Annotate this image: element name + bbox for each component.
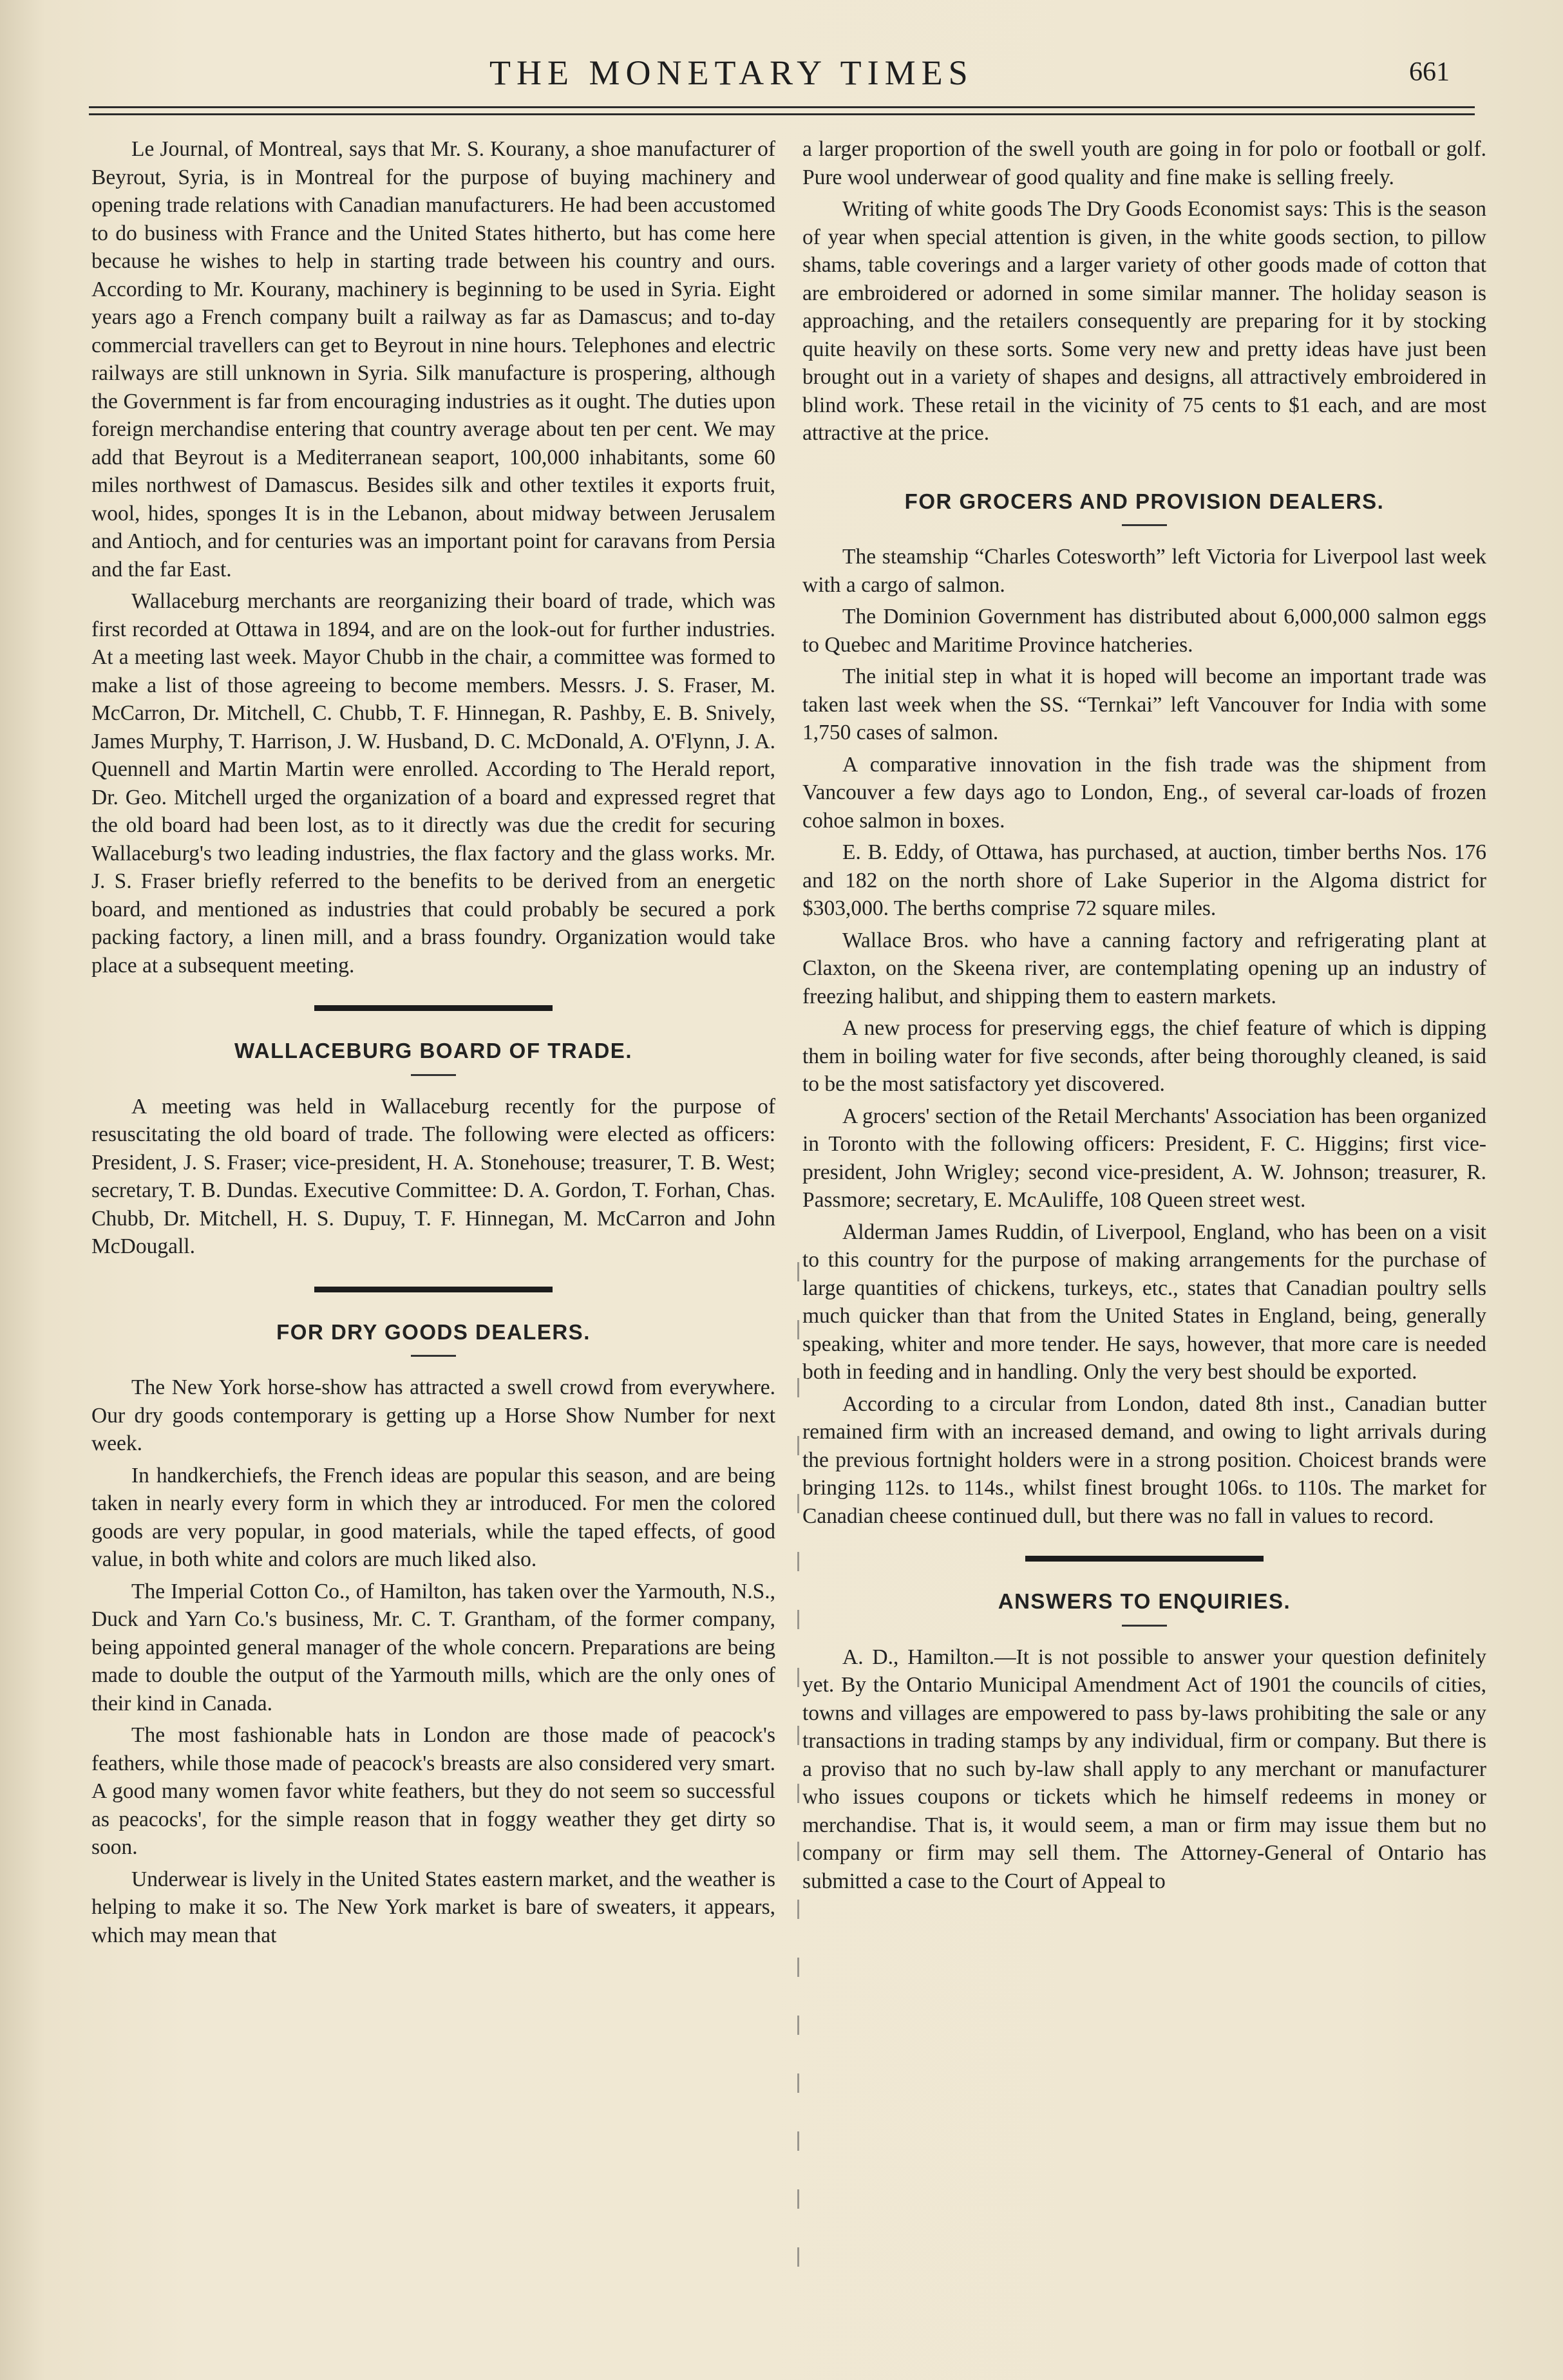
article-paragraph: The Dominion Government has distributed about 6,000,000 salmon eggs to Quebec and Maritime Province hatcheries. (802, 605, 1486, 657)
article-paragraph: E. B. Eddy, of Ottawa, has purchased, at auction, timber berths Nos. 176 and 182 on the north shore of Lake Superior in the Algoma district for $303,000. The berths comprise 72 square miles. (802, 840, 1486, 920)
masthead-title: THE MONETARY TIMES (489, 53, 974, 92)
section-divider (314, 1005, 553, 1011)
article-paragraph: A new process for preserving eggs, the chief feature of which is dipping them in boiling water for five seconds, after being thoroughly cleaned, is said to be the most satisfactory yet discovered. (802, 1016, 1486, 1096)
section-heading-grocers: FOR GROCERS AND PROVISION DEALERS. (904, 489, 1385, 513)
heading-underline (411, 1355, 456, 1357)
left-column (91, 135, 775, 1953)
section-divider (314, 1287, 553, 1292)
article-paragraph: Wallace Bros. who have a canning factory and refrigerating plant at Claxton, on the Skeena river, are contemplating opening up an industry of freezing halibut, and shipping them to eastern markets. (802, 928, 1486, 1008)
article-paragraph: A meeting was held in Wallaceburg recently for the purpose of resuscitating the old board of trade. The following were elected as officers: President, J. S. Fraser; vice-president, H. A. Stonehouse; treasurer, T. B. West; secretary, T. B. Dundas. Executive Committee: D. A. Gordon, T. Forhan, Chas. Chubb, Dr. Mitchell, H. S. Dupuy, T. F. Hinnegan, M. McCarron and John McDougall. (91, 1094, 775, 1258)
page-number: 661 (1409, 57, 1450, 87)
article-paragraph: The steamship “Charles Cotesworth” left Victoria for Liverpool last week with a cargo of salmon. (802, 545, 1486, 597)
section-heading-wallaceburg: WALLACEBURG BOARD OF TRADE. (234, 1039, 632, 1062)
article-paragraph: Writing of white goods The Dry Goods Economist says: This is the season of year when special attention is given, in the white goods section, to pillow shams, table coverings and a larger variety of other goods made of cotton that are embroidered or adorned in some similar manner. The holiday season is approaching, and the retailers consequently are preparing for it by stocking quite heavily on these sorts. Some very new and pretty ideas have just been brought out in a variety of shapes and designs, all attractively embroidered in blind work. These retail in the vicinity of 75 cents to $1 each, and are most attractive at the price. (802, 197, 1486, 445)
heading-underline (411, 1074, 456, 1076)
article-paragraph: Underwear is lively in the United States eastern market, and the weather is helping to make it so. The New York market is bare of sweaters, it appears, which may mean that (91, 1867, 776, 1947)
masthead-rule-top (89, 106, 1475, 108)
article-paragraph: A grocers' section of the Retail Merchants' Association has been organized in Toronto with the following officers: President, F. C. Higgins; first vice-president, John Wrigley; second vice-president, A. W. Johnson; treasurer, R. Passmore; secretary, E. McAuliffe, 108 Queen street west. (802, 1104, 1486, 1212)
section-heading-dry-goods: FOR DRY GOODS DEALERS. (276, 1319, 591, 1344)
article-paragraph: Alderman James Ruddin, of Liverpool, England, who has been on a visit to this country for the purpose of making arrangements for the purchase of large quantities of chickens, turkeys, etc., states that Canadian poultry sells much quicker than that from the United States in England, being, generally speaking, whiter and more tender. He says, however, that more care is needed both in feeding and in handling. Only the very best should be exported. (802, 1220, 1486, 1384)
article-paragraph: Wallaceburg merchants are reorganizing their board of trade, which was first recorded at Ottawa in 1894, and are on the look-out for further industries. At a meeting last week. Mayor Chubb in the chair, a committee was formed to make a list of those agreeing to become members. Messrs. J. S. Fraser, M. McCarron, Dr. Mitchell, C. Chubb, T. F. Hinnegan, R. Pashby, E. B. Snively, James Murphy, T. Harrison, J. W. Husband, D. C. McDonald, A. O'Flynn, J. A. Quennell and Martin Martin were enrolled. According to The Herald report, Dr. Geo. Mitchell urged the organization of a board and expressed regret that the old board had been lost, as to it directly was due the credit for securing Wallaceburg's two leading industries, the flax factory and the glass works. Mr. J. S. Fraser briefly referred to the benefits to be derived from an energetic board, and mentioned as industries that could probably be secured a pork packing factory, a linen mill, and a brass foundry. Organization would take place at a subsequent meeting. (91, 589, 775, 978)
column-divider (797, 1262, 799, 2305)
article-paragraph: A. D., Hamilton.—It is not possible to answer your question definitely yet. By the Ontario Municipal Amendment Act of 1901 the councils of cities, towns and villages are empowered to pass by-laws prohibiting the sale or any transactions in trading stamps by any individual, firm or company. But there is a proviso that no such by-law shall apply to any merchant or manufacturer who issues coupons or tickets which he himself redeems in money or merchandise. That is, it would seem, a man or firm may issue them but no company or firm may sell them. The Attorney-General of Ontario has submitted a case to the Court of Appeal to (802, 1645, 1486, 1893)
heading-underline (1122, 1625, 1167, 1627)
article-paragraph: The New York horse-show has attracted a swell crowd from everywhere. Our dry goods contemporary is getting up a Horse Show Number for next week. (91, 1375, 775, 1455)
right-column (802, 135, 1486, 1899)
article-paragraph-continued: a larger proportion of the swell youth are going in for polo or football or golf. Pure wool underwear of good quality and fine make is selling freely. (802, 137, 1486, 189)
article-paragraph: The most fashionable hats in London are those made of peacock's feathers, while those made of peacock's breasts are also considered very smart. A good many women favor white feathers, but they do not seem so successful as peacocks', for the simple reason that in foggy weather they get dirty so soon. (91, 1723, 775, 1859)
section-heading-enquiries: ANSWERS TO ENQUIRIES. (998, 1589, 1291, 1613)
article-paragraph: The initial step in what it is hoped will become an important trade was taken last week when the SS. “Ternkai” left Vancouver for India with some 1,750 cases of salmon. (802, 665, 1486, 744)
article-paragraph: A comparative innovation in the fish trade was the shipment from Vancouver a few days ago to London, Eng., of several car-loads of frozen cohoe salmon in boxes. (802, 752, 1486, 833)
article-paragraph: Le Journal, of Montreal, says that Mr. S. Kourany, a shoe manufacturer of Beyrout, Syria, is in Montreal for the purpose of buying machinery and opening trade relations with Canadian manufacturers. He had been accustomed to do business with France and the United States hitherto, but has come here because he wishes to help in starting trade between his country and ours. According to Mr. Kourany, machinery is beginning to be used in Syria. Eight years ago a French company built a railway as far as Damascus; and to-day commercial travellers can get to Beyrout in nine hours. Telephones and electric railways are still unknown in Syria. Silk manufacture is prospering, although the Government is far from encouraging industries as it ought. The duties upon foreign merchandise entering that country average about ten per cent. We may add that Beyrout is a Mediterranean seaport, 100,000 inhabitants, some 60 miles northwest of Damascus. Besides silk and other textiles it exports fruit, wool, hides, sponges It is in the Lebanon, about midway between Jerusalem and Antioch, and for centuries was an important point for caravans from Persia and the far East. (91, 137, 775, 581)
article-paragraph: In handkerchiefs, the French ideas are popular this season, and are being taken in nearly every form in which they ar introduced. For men the colored goods are very popular, in good materials, while the taped effects, of good value, in both white and colors are much liked also. (91, 1463, 775, 1571)
article-paragraph: According to a circular from London, dated 8th inst., Canadian butter remained firm with an increased demand, and owing to light arrivals during the previous fortnight holders were in a strong position. Choicest brands were bringing 112s. to 114s., whilst finest brought 106s. to 110s. The market for Canadian cheese continued dull, but there was no fall in values to record. (802, 1392, 1486, 1528)
section-divider (1025, 1556, 1264, 1562)
article-paragraph: The Imperial Cotton Co., of Hamilton, has taken over the Yarmouth, N.S., Duck and Yarn Co.'s business, Mr. C. T. Grantham, of the former company, being appointed general manager of the whole concern. Preparations are being made to double the output of the Yarmouth mills, which are the only ones of their kind in Canada. (91, 1579, 775, 1715)
masthead-rule-bottom (89, 113, 1475, 115)
heading-underline (1122, 524, 1167, 526)
